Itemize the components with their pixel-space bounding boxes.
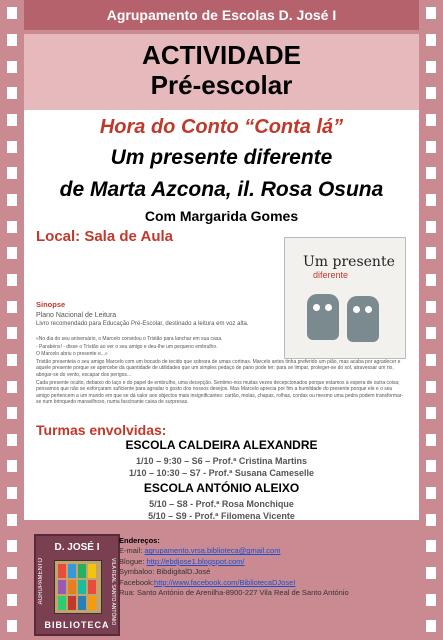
library-logo — [34, 534, 120, 636]
creature-illustration — [307, 294, 339, 340]
title-line1: ACTIVIDADE — [142, 40, 301, 70]
sinopse-paragraph: «No dia do seu aniversário, o Marcelo convidou o Tristão para lanchar em sua casa. — [36, 336, 223, 342]
blog-link[interactable]: http://ebdjose1.blogspot.com/ — [146, 556, 245, 566]
email-label: E-mail: — [119, 546, 143, 556]
recommendation-text: Livro recomendado para Educação Pré-Escolar, destinado a leitura em voz alta. — [36, 321, 249, 327]
logo-top-text: D. JOSÉ I — [54, 542, 100, 553]
contacts-heading: Endereços: — [119, 536, 160, 545]
cover-subtitle: diferente — [313, 270, 349, 280]
class-line: 5/10 – S8 - Prof.ª Rosa Monchique — [149, 499, 294, 509]
book-authors: de Marta Azcona, il. Rosa Osuna — [59, 178, 384, 201]
class-line: 1/10 – 9:30 – S6 – Prof.ª Cristina Martins — [136, 456, 307, 466]
school-name: ESCOLA ANTÓNIO ALEIXO — [143, 481, 300, 495]
email-link[interactable]: agrupamento.vrsa.biblioteca@gmail.com — [144, 546, 281, 556]
footer — [24, 526, 419, 640]
book-title: Um presente diferente — [110, 146, 333, 169]
sinopse-paragraph: Tristão presenteia o seu amigo Marcelo com um bocado de tecido que sobrara de umas cortinas. Marcelo antes tinha preferido um pião, mas acaba por agradecer e aquele presente porque se apercebe da quantidade de utilidades que um simples pedaço de pano pode ter: para se limpar, proteger-se do sol, atravessar um rio, abrigar-se do vento, escapar dos perigos... — [36, 358, 401, 378]
sinopse-paragraph: O Marcelo abriu o presente e...» — [36, 351, 108, 358]
turmas-heading: Turmas envolvidas: — [36, 422, 167, 438]
class-line: 1/10 – 10:30 – S7 - Prof.ª Susana Cameselle — [129, 468, 314, 478]
title-box — [24, 34, 419, 110]
film-strip-right — [422, 0, 440, 640]
plano-label: Plano Nacional de Leitura — [36, 312, 117, 319]
sinopse-paragraph: - Parabéns! - disse o Tristão ao ver o seu amigo e deu-lhe um pequeno embrulho. — [36, 343, 218, 350]
contacts — [119, 536, 419, 598]
bookshelf-icon — [54, 560, 102, 614]
facebook-link[interactable]: http://www.facebook.com/BibliotecaDJoseI — [154, 577, 296, 587]
sinopse-text — [36, 336, 406, 407]
blog-label: Blogue: — [119, 556, 145, 566]
facebook-label: Facebook: — [119, 577, 155, 587]
location: Local: Sala de Aula — [36, 228, 173, 245]
cover-title: Um presente — [303, 254, 395, 270]
logo-side-text: AGRUPAMENTO — [38, 558, 44, 605]
event-name: Hora do Conto “Conta lá” — [99, 116, 344, 138]
title-line2: Pré-escolar — [150, 70, 293, 100]
sinopse-paragraph: Cada presente oculto, debaixo do laço e do papel de embrulho, uma decepção. Sentimo-nos muitas vezes decepcionados porque estamos à espera de outra coisa; pensamos que não se esforçaram suficiente para agradar o gosto dos nossos desejos. Mas Marcelo aprecia por fim a humildade do presente porque ele e o seu amigo pertencem a um mundo em que se dá valor aos objectos mais insignificantes: cartão, molas, chapas, rolhas, cordas ou mesmo uma pedra podem transformar-se num brinquedo maravilhoso, numa fascinante caixa de surpresas. — [36, 379, 404, 406]
logo-side-text-2: VILA REAL SANTO ANTÓNIO — [110, 558, 116, 626]
header-title: Agrupamento de Escolas D. José I — [24, 0, 419, 30]
sinopse-heading: Sinopse — [36, 300, 66, 309]
symbaloo-text: Symbaloo: BibdigitalD.José — [119, 567, 211, 577]
film-strip-left — [3, 0, 21, 640]
school-name: ESCOLA CALDEIRA ALEXANDRE — [125, 438, 318, 452]
address-text: Rua: Santo António de Arenilha-8900-227 Vila Real de Santo António — [119, 588, 349, 598]
presenter: Com Margarida Gomes — [144, 208, 299, 224]
class-line: 5/10 – S9 - Prof.ª Filomena Vicente — [148, 511, 295, 521]
logo-bottom-text: BIBLIOTECA — [44, 620, 110, 630]
